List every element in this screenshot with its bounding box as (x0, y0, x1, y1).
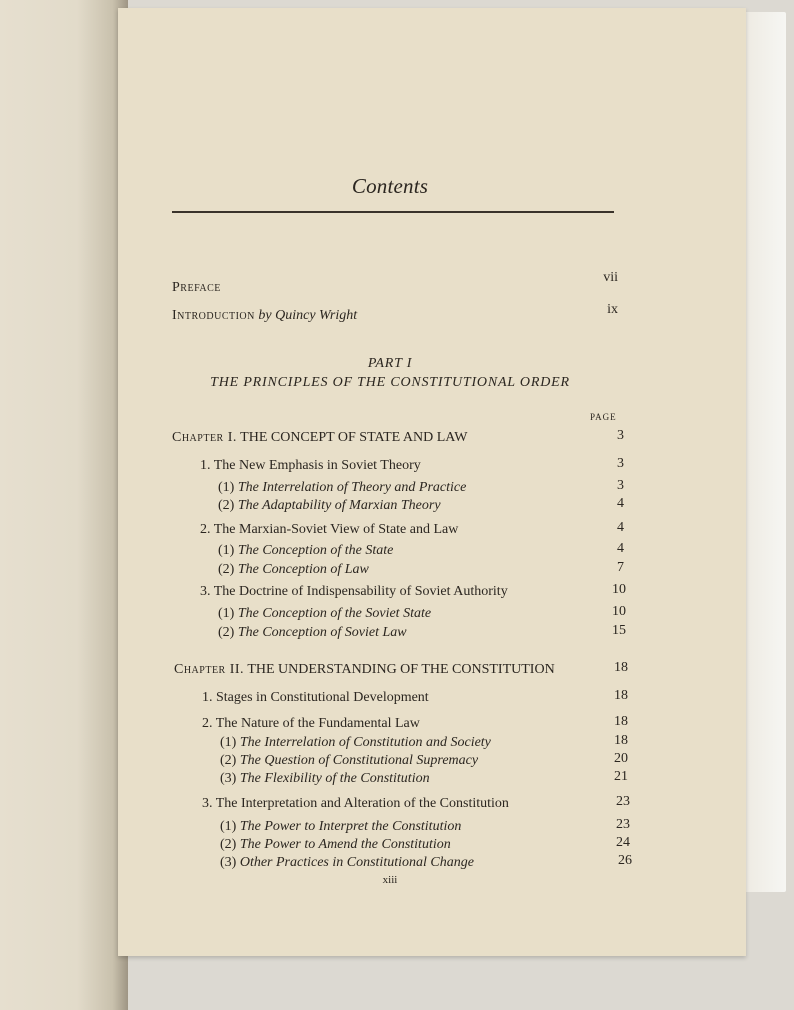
toc-sub-title: The Question of Constitutional Supremacy (239, 753, 479, 768)
toc-sub-num: (2) (220, 837, 237, 852)
chapter-2-title: THE UNDERSTANDING OF THE CONSTITUTION (247, 662, 555, 677)
toc-sub-title: The Conception of the State (237, 543, 394, 558)
toc-section: 1. Stages in Constitutional Development (202, 690, 429, 705)
toc-subsection (218, 625, 407, 641)
chapter-1-heading (172, 430, 468, 446)
toc-sub-num: (2) (218, 625, 235, 640)
toc-sub-page: 10 (612, 604, 626, 619)
toc-section: 2. The Marxian-Soviet View of State and Law (200, 522, 459, 537)
introduction-entry (172, 308, 357, 324)
toc-sub-num: (3) (220, 771, 237, 786)
toc-sub-num: (2) (218, 498, 235, 513)
toc-subsection (218, 543, 393, 559)
toc-subsection (218, 498, 441, 514)
introduction-page: ix (607, 302, 618, 317)
chapter-1-label: Chapter I. (172, 430, 237, 445)
chapter-1-title: THE CONCEPT OF STATE AND LAW (240, 430, 468, 445)
contents-title: Contents (351, 174, 429, 198)
toc-sub-num: (3) (220, 855, 237, 870)
part-number: PART I (367, 356, 413, 371)
toc-section-page: 3 (617, 456, 624, 471)
left-page (0, 0, 128, 1010)
toc-sub-title: The Interrelation of Theory and Practice (237, 480, 467, 495)
toc-sub-num: (1) (218, 606, 235, 621)
toc-subsection (220, 753, 478, 769)
preface-label: Preface (172, 280, 221, 295)
toc-section: 3. The Interpretation and Alteration of the Constitution (202, 796, 509, 811)
toc-sub-page: 24 (616, 835, 630, 850)
toc-section: 2. The Nature of the Fundamental Law (202, 716, 420, 731)
toc-subsection (218, 562, 369, 578)
toc-sub-title: The Flexibility of the Constitution (239, 771, 430, 786)
toc-sub-title: The Conception of Soviet Law (237, 625, 407, 640)
toc-section-page: 4 (617, 520, 624, 535)
page-column-heading: PAGE (590, 412, 617, 422)
toc-subsection (218, 480, 466, 496)
toc-section-page: 23 (616, 794, 630, 809)
toc-subsection (220, 855, 474, 871)
preface-page: vii (603, 270, 618, 285)
toc-sub-page: 18 (614, 733, 628, 748)
toc-subsection (220, 735, 491, 751)
toc-sub-num: (1) (218, 543, 235, 558)
title-rule (172, 211, 614, 213)
introduction-author: by Quincy Wright (258, 308, 358, 323)
toc-section: 1. The New Emphasis in Soviet Theory (200, 458, 421, 473)
toc-section-page: 18 (614, 688, 628, 703)
chapter-2-heading (174, 662, 555, 678)
toc-sub-title: The Power to Interpret the Constitution (239, 819, 462, 834)
chapter-2-label: Chapter II. (174, 662, 245, 677)
part-title: THE PRINCIPLES OF THE CONSTITUTIONAL ORDER (210, 375, 570, 390)
toc-sub-page: 23 (616, 817, 630, 832)
toc-subsection (220, 771, 430, 787)
toc-sub-page: 26 (618, 853, 632, 868)
page-folio: xiii (382, 874, 398, 886)
toc-subsection (218, 606, 431, 622)
toc-sub-title: The Interrelation of Constitution and Society (239, 735, 491, 750)
toc-subsection (220, 837, 451, 853)
toc-subsection (220, 819, 461, 835)
toc-sub-title: The Power to Amend the Constitution (239, 837, 451, 852)
chapter-2-page: 18 (614, 660, 628, 675)
toc-sub-title: Other Practices in Constitutional Change (239, 855, 474, 870)
toc-sub-title: The Conception of Law (237, 562, 369, 577)
toc-sub-page: 15 (612, 623, 626, 638)
toc-section-page: 18 (614, 714, 628, 729)
toc-sub-page: 4 (617, 496, 624, 511)
toc-sub-title: The Conception of the Soviet State (237, 606, 432, 621)
toc-sub-num: (1) (220, 819, 237, 834)
toc-sub-num: (2) (220, 753, 237, 768)
toc-section: 3. The Doctrine of Indispensability of Soviet Authority (200, 584, 508, 599)
toc-sub-num: (1) (218, 480, 235, 495)
toc-sub-page: 21 (614, 769, 628, 784)
toc-sub-page: 4 (617, 541, 624, 556)
toc-sub-num: (1) (220, 735, 237, 750)
toc-sub-page: 20 (614, 751, 628, 766)
toc-sub-title: The Adaptability of Marxian Theory (237, 498, 441, 513)
toc-sub-num: (2) (218, 562, 235, 577)
chapter-1-page: 3 (617, 428, 624, 443)
introduction-label: Introduction (172, 308, 255, 323)
toc-sub-page: 7 (617, 560, 624, 575)
toc-sub-page: 3 (617, 478, 624, 493)
toc-section-page: 10 (612, 582, 626, 597)
